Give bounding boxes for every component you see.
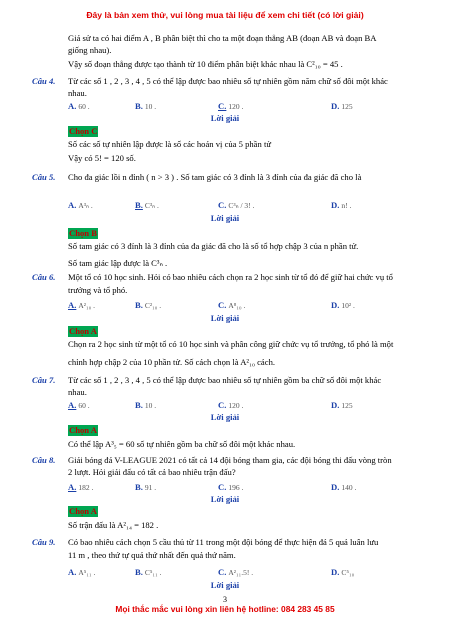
header-banner (0, 0, 450, 22)
question-8-label: Câu 8. (32, 455, 56, 465)
question-4-solution-2: Vậy có 5! = 120 số. (68, 153, 136, 163)
question-4-solution-1: Số các số tự nhiên lập được là số các hoán vị của 5 phần tử (68, 139, 271, 149)
question-9-solution-heading: Lời giải (210, 580, 240, 590)
question-5-answer-badge: Chọn B (69, 228, 97, 238)
question-9-option-b: B. C⁵₁₁ . (135, 567, 162, 577)
question-4-text-1: Từ các số 1 , 2 , 3 , 4 , 5 có thể lập được bao nhiêu số tự nhiên gồm năm chữ số đôi một khác (68, 76, 388, 86)
question-5-option-b: B. C³ₙ . (135, 200, 159, 210)
question-6-option-c: C. A⁸₁₀ . (218, 300, 246, 310)
question-9-label: Câu 9. (32, 537, 56, 547)
question-6-option-a: A. A²₁₀ . (68, 300, 96, 310)
question-7-text-2: nhau. (68, 387, 87, 397)
question-9-text-2: 11 m , theo thứ tự quả thứ nhất đến quả thứ năm. (68, 550, 236, 560)
question-8-option-b: B. 91 . (135, 482, 157, 492)
question-8-text-2: 2 lượt. Hỏi giải đấu có tất cả bao nhiêu trận đấu? (68, 467, 236, 477)
question-4-text-2: nhau. (68, 88, 87, 98)
question-7-answer-badge: Chọn A (69, 425, 97, 435)
question-5-label: Câu 5. (32, 172, 56, 182)
header-banner-text: Đây là bản xem thử, vui lòng mua tài liệu để xem chi tiết (có lời giải) (86, 10, 364, 20)
question-4-answer-badge: Chọn C (69, 126, 98, 136)
footer-hotline: Mọi thắc mắc vui lòng xin liên hệ hotline: 084 283 45 85 (115, 604, 335, 614)
question-8-solution-heading: Lời giải (210, 494, 240, 504)
question-8-option-c: C. 196 . (218, 482, 244, 492)
question-4-option-c: C. 120 . (218, 101, 244, 111)
question-4-option-d: D. 125 (331, 101, 353, 111)
intro-line-3: Vậy số đoạn thẳng được tạo thành từ 10 điểm phân biệt khác nhau là C²₁₀ = 45 . (68, 59, 343, 69)
question-7-text-1: Từ các số 1 , 2 , 3 , 4 , 5 có thể lập được bao nhiêu số tự nhiên gồm ba chữ số đôi một khác (68, 375, 382, 385)
question-5-solution-1: Số tam giác có 3 đỉnh là 3 đỉnh của đa giác đã cho là số tổ hợp chập 3 của n phần tử. (68, 241, 359, 251)
question-5-option-a: A. A³ₙ . (68, 200, 93, 210)
question-9-option-c: C. A²₁₁.5! . (218, 567, 254, 577)
page-number: 3 (223, 595, 227, 604)
question-9-text-1: Có bao nhiêu cách chọn 5 cầu thủ từ 11 trong một đội bóng để thực hiện đá 5 quả luân lưu (68, 537, 379, 547)
question-8-option-d: D. 140 . (331, 482, 357, 492)
question-4-option-a: A. 60 . (68, 101, 90, 111)
intro-line-1: Giả sử ta có hai điểm A , B phân biệt thì cho ta một đoạn thẳng AB (đoạn AB và đoạn BA (68, 33, 377, 43)
question-6-text-2: trưởng và tổ phó. (68, 285, 128, 295)
question-7-solution-heading: Lời giải (210, 412, 240, 422)
question-5-option-c: C. C³ₙ / 3! . (218, 200, 255, 210)
question-4-solution-heading: Lời giải (210, 113, 240, 123)
question-4-label: Câu 4. (32, 76, 56, 86)
question-8-option-a: A. 182 . (68, 482, 94, 492)
question-7-option-c: C. 120 . (218, 400, 244, 410)
question-8-solution-1: Số trận đấu là A²₁₄ = 182 . (68, 520, 159, 530)
question-6-text-1: Một tổ có 10 học sinh. Hỏi có bao nhiêu cách chọn ra 2 học sinh từ tổ đó để giữ hai chức vụ tổ (68, 272, 393, 282)
question-7-label: Câu 7. (32, 375, 56, 385)
question-9-option-d: D. C⁵₁₀ (331, 567, 355, 577)
question-5-text-1: Cho đa giác lồi n đỉnh ( n > 3 ) . Số tam giác có 3 đỉnh là 3 đỉnh của đa giác đã cho là (68, 172, 362, 182)
question-9-option-a: A. A⁵₁₁ . (68, 567, 96, 577)
question-6-label: Câu 6. (32, 272, 56, 282)
question-8-text-1: Giải bóng đá V-LEAGUE 2021 có tất cả 14 đội bóng tham gia, các đội bóng thi đấu vòng tròn (68, 455, 392, 465)
question-8-answer-badge: Chọn A (69, 506, 97, 516)
question-4-option-b: B. 10 . (135, 101, 157, 111)
question-7-option-d: D. 125 (331, 400, 353, 410)
question-7-solution-1: Có thể lập A³₅ = 60 số tự nhiên gồm ba chữ số đôi một khác nhau. (68, 439, 296, 449)
question-6-solution-1: Chọn ra 2 học sinh từ một tổ có 10 học sinh và phân công giữ chức vụ tổ trưởng, tổ phó là một (68, 339, 394, 349)
question-5-solution-2: Số tam giác lập được là C³ₙ . (68, 258, 168, 268)
question-5-option-d: D. n! . (331, 200, 352, 210)
question-6-answer-badge: Chọn A (69, 326, 97, 336)
question-6-solution-2: chỉnh hợp chập 2 của 10 phần tử. Số cách chọn là A²₁₀ cách. (68, 357, 276, 367)
question-7-option-a: A. 60 . (68, 400, 90, 410)
question-6-option-d: D. 10² . (331, 300, 355, 310)
question-7-option-b: B. 10 . (135, 400, 157, 410)
question-6-solution-heading: Lời giải (210, 313, 240, 323)
question-5-solution-heading: Lời giải (210, 213, 240, 223)
question-6-option-b: B. C²₁₀ . (135, 300, 162, 310)
intro-line-2: giống nhau). (68, 45, 112, 55)
